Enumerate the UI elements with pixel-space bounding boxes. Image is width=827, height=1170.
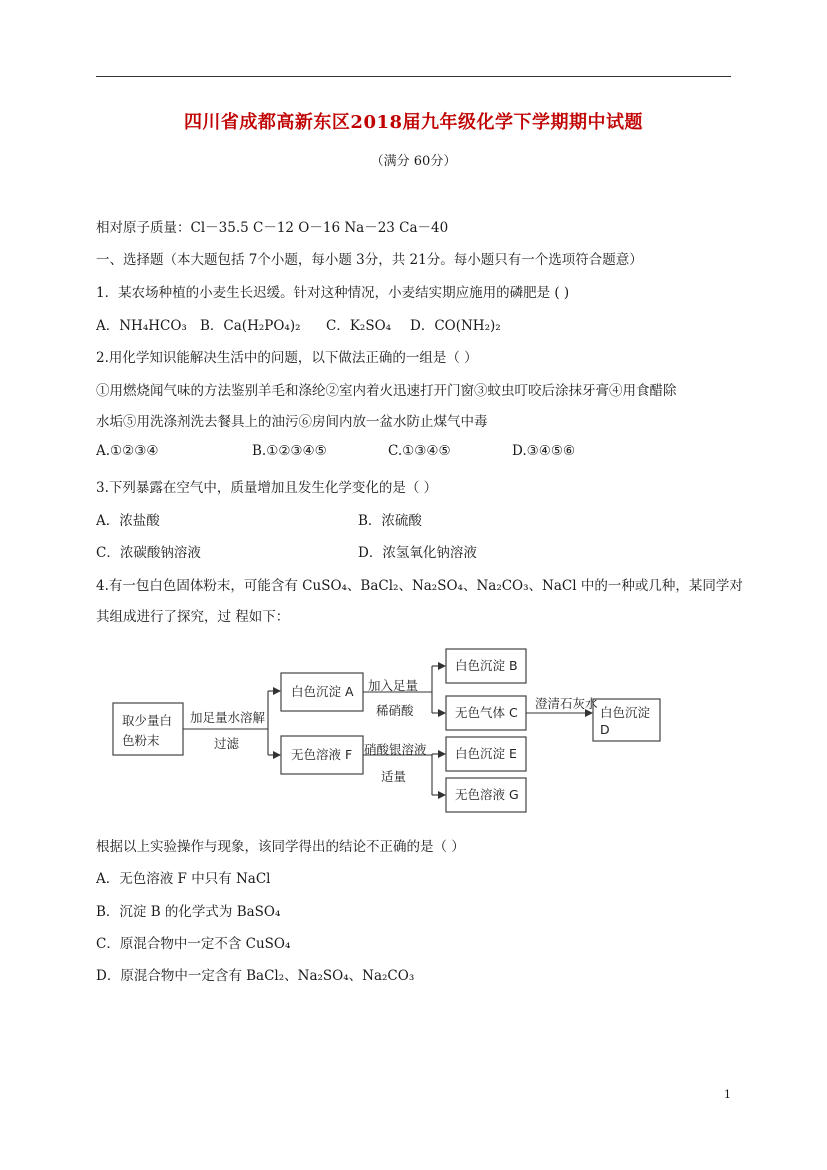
q1-option-d: D．CO(NH₂)₂ [410,318,501,334]
box-d-label-2: D [600,722,610,737]
atomic-masses: 相对原子质量：Cl－35.5 C－12 O－16 Na－23 Ca－40 [96,220,449,236]
q4-stem-line1: 4.有一包白色固体粉末，可能含有 CuSO₄、BaCl₂、Na₂SO₄、Na₂CO₃、NaCl 中的一种或几种，某同学对 [96,578,743,594]
box-d-label-1: 白色沉淀 [600,705,651,720]
q4-question: 根据以上实验操作与现象，该同学得出的结论不正确的是（ ） [96,839,465,855]
box-b-label: 白色沉淀 B [455,658,518,673]
q4-option-a: A．无色溶液 F 中只有 NaCl [96,871,271,887]
q1-stem: 1．某农场种植的小麦生长迟缓。针对这种情况，小麦结实期应施用的磷肥是 ( ) [96,285,570,301]
q1-option-c: C．K₂SO₄ [326,318,392,334]
step4-label: 澄清石灰水 [535,696,598,711]
q4-option-c: C．原混合物中一定不含 CuSO₄ [96,936,291,952]
q3-option-a: A．浓盐酸 [96,513,160,529]
q2-stem: 2.用化学知识能解决生活中的问题，以下做法正确的一组是（ ） [96,350,478,366]
q1-option-b: B．Ca(H₂PO₄)₂ [200,318,301,334]
q2-option-a: A.①②③④ [96,443,159,459]
box-g-label: 无色溶液 G [455,787,519,802]
q4-option-d: D．原混合物中一定含有 BaCl₂、Na₂SO₄、Na₂CO₃ [96,968,415,984]
page-title: 四川省成都高新东区2018届九年级化学下学期期中试题 [183,112,644,133]
q2-statements-line2: 水垢⑤用洗涤剂洗去餐具上的油污⑥房间内放一盆水防止煤气中毒 [96,414,488,430]
q4-option-b: B．沉淀 B 的化学式为 BaSO₄ [96,904,281,920]
box-f-label: 无色溶液 F [291,747,353,762]
q2-option-c: C.①③④⑤ [388,443,451,459]
step2-bottom-label: 稀硝酸 [376,703,414,718]
q3-option-c: C．浓碳酸钠溶液 [96,545,201,561]
section-heading: 一、选择题（本大题包括 7个小题，每小题 3分，共 21分。每小题只有一个选项符合题意） [96,252,643,268]
step1-bottom-label: 过滤 [214,736,240,751]
box-start-label-1: 取少量白 [122,713,173,728]
q2-statements-line1: ①用燃烧闻气味的方法鉴别羊毛和涤纶②室内着火迅速打开门窗③蚊虫叮咬后涂抹牙膏④用食醋除 [96,383,677,399]
score-note: （满分 60分） [370,154,457,169]
box-start-label-2: 色粉末 [122,733,160,748]
q3-stem: 3.下列暴露在空气中，质量增加且发生化学变化的是（ ） [96,480,438,496]
box-a-label: 白色沉淀 A [291,684,354,699]
q2-option-b: B.①②③④⑤ [252,443,327,459]
step1-top-label: 加足量水溶解 [190,710,266,725]
q3-option-b: B．浓硫酸 [358,513,422,529]
q2-option-d: D.③④⑤⑥ [512,443,576,459]
box-e-label: 白色沉淀 E [455,746,517,761]
box-c-label: 无色气体 C [455,705,518,720]
q1-option-a: A．NH₄HCO₃ [96,318,187,334]
q3-option-d: D．浓氢氧化钠溶液 [358,545,477,561]
q4-stem-line2: 其组成进行了探究，过 程如下： [96,609,290,625]
step3-top-label: 硝酸银溶液 [364,742,427,757]
step2-top-label: 加入足量 [368,678,419,693]
step3-bottom-label: 适量 [381,769,407,784]
page-number: 1 [724,1088,731,1101]
